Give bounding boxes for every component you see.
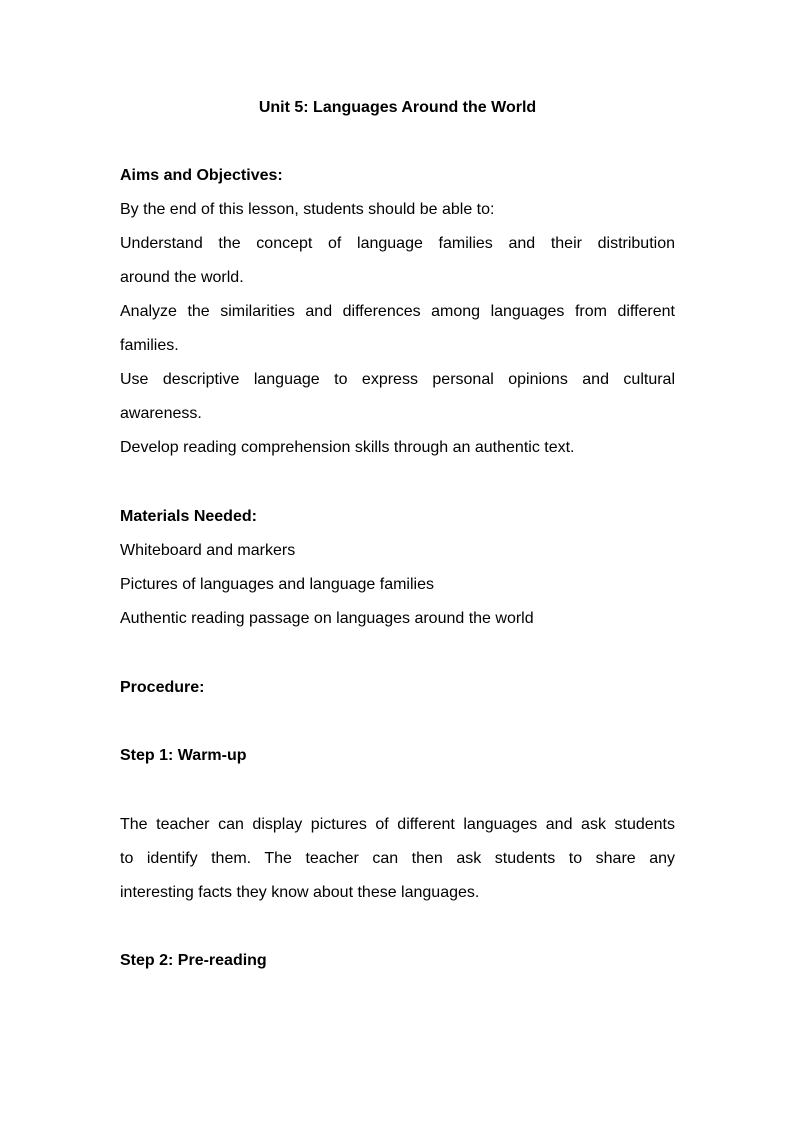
- aim-item-3-line-2: awareness.: [120, 405, 202, 422]
- material-item-2: Pictures of languages and language families: [120, 576, 434, 593]
- step-1-heading: Step 1: Warm-up: [120, 747, 247, 764]
- aim-item-4: Develop reading comprehension skills through an authentic text.: [120, 439, 575, 456]
- step-1-text-line-1: The teacher can display pictures of different languages and ask students: [120, 816, 675, 833]
- aim-item-2-line-1: Analyze the similarities and differences among languages from different: [120, 303, 675, 320]
- aim-item-1-line-1: Understand the concept of language families and their distribution: [120, 235, 675, 252]
- aim-item-2-line-2: families.: [120, 337, 179, 354]
- aims-intro: By the end of this lesson, students should be able to:: [120, 201, 495, 218]
- materials-heading: Materials Needed:: [120, 508, 257, 525]
- aim-item-1-line-2: around the world.: [120, 269, 244, 286]
- aim-item-3-line-1: Use descriptive language to express personal opinions and cultural: [120, 371, 675, 388]
- page-title: Unit 5: Languages Around the World: [258, 99, 537, 116]
- step-2-heading: Step 2: Pre-reading: [120, 952, 267, 969]
- procedure-heading: Procedure:: [120, 679, 205, 696]
- step-1-text-line-2: to identify them. The teacher can then ask students to share any: [120, 850, 675, 867]
- material-item-3: Authentic reading passage on languages around the world: [120, 610, 534, 627]
- material-item-1: Whiteboard and markers: [120, 542, 296, 559]
- aims-heading: Aims and Objectives:: [120, 167, 283, 184]
- step-1-text-line-3: interesting facts they know about these languages.: [120, 884, 480, 901]
